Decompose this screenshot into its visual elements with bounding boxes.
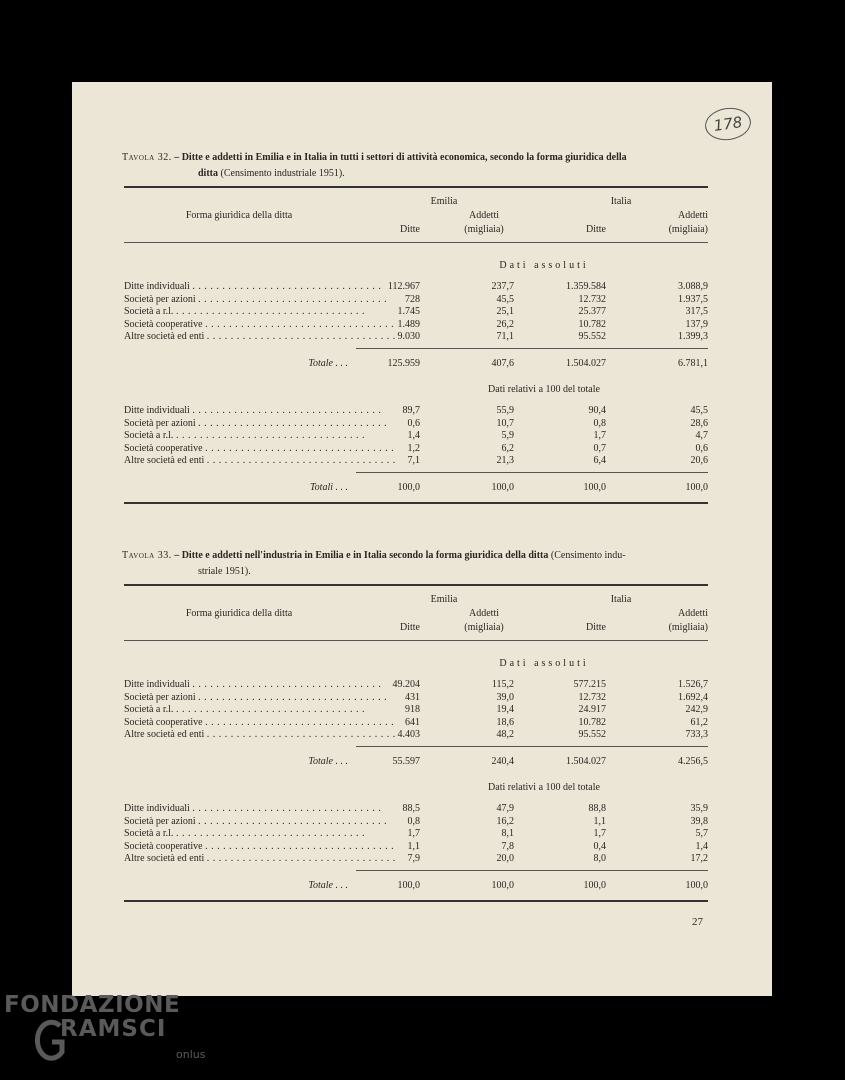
table-32-title-note: (Censimento industriale 1951). — [220, 168, 345, 179]
cell-value: 1.489 — [397, 318, 420, 330]
total-rel-value: 100,0 — [583, 880, 606, 891]
header-ditte-emilia: Ditte — [400, 224, 420, 235]
cell-value: 1.526,7 — [678, 679, 708, 690]
cell-value: 317,5 — [685, 306, 708, 318]
cell-value: 0,8 — [407, 815, 420, 827]
table-33-label: Tavola 33. — [122, 550, 172, 561]
cell-value: 1.692,4 — [678, 691, 708, 703]
cell-value: 88,8 — [588, 803, 606, 814]
table-33-title-note: (Censimento indu- — [550, 550, 626, 561]
cell-value: 577.215 — [573, 679, 606, 690]
cell-value: 48,2 — [496, 729, 514, 741]
row-label: Società per azioni — [124, 293, 196, 305]
row-label: Società cooperative — [124, 840, 203, 852]
cell-value: 0,7 — [593, 442, 606, 454]
table-row: Altre società ed enti ................................ — [124, 331, 399, 343]
cell-value: 0,4 — [593, 840, 606, 852]
cell-value: 19,4 — [496, 704, 514, 716]
cell-value: 90,4 — [588, 405, 606, 416]
header-ditte-italia: Ditte — [586, 224, 606, 235]
cell-value: 1.937,5 — [678, 293, 708, 305]
row-label: Altre società ed enti — [124, 455, 205, 467]
table-row: Società a r.l. ................................ — [124, 430, 368, 442]
rule-subtotal-rel — [356, 472, 708, 473]
table-row: Società cooperative ................................ — [124, 840, 398, 852]
cell-value: 17,2 — [690, 853, 708, 865]
cell-value: 89,7 — [402, 405, 420, 416]
table-33-caption: Tavola 33. – Ditte e addetti nell'industria in Emilia e in Italia secondo la forma giuridica della ditta (Censimento indu- striale 1951). — [122, 548, 712, 580]
cell-value: 7,1 — [407, 455, 420, 467]
header-row-label: Forma giuridica della ditta — [185, 210, 293, 221]
table-row: Altre società ed enti ................................ — [124, 853, 399, 865]
cell-value: 1,1 — [593, 815, 606, 827]
cell-value: 39,8 — [690, 815, 708, 827]
row-label: Altre società ed enti — [124, 729, 205, 741]
total-rel-value: 100,0 — [491, 482, 514, 493]
cell-value: 61,2 — [690, 716, 708, 728]
cell-value: 918 — [405, 704, 420, 716]
cell-value: 10,7 — [496, 417, 514, 429]
cell-value: 45,5 — [496, 293, 514, 305]
cell-value: 1,2 — [407, 442, 420, 454]
cell-value: 28,6 — [690, 417, 708, 429]
section-dati-assoluti: Dati assoluti — [499, 260, 589, 271]
logo-line1: FONDAZIONE — [4, 992, 181, 1018]
table-row: Ditte individuali ................................ — [124, 803, 385, 814]
total-value: 1.504.027 — [566, 358, 606, 369]
page-stamp: 178 — [703, 105, 753, 143]
page-number: 27 — [692, 916, 703, 928]
cell-value: 16,2 — [496, 815, 514, 827]
total-value: 240,4 — [491, 756, 514, 767]
table-row: Società cooperative ................................ — [124, 442, 398, 454]
cell-value: 7,8 — [501, 840, 514, 852]
total-value: 55.597 — [392, 756, 420, 767]
cell-value: 26,2 — [496, 318, 514, 330]
cell-value: 45,5 — [690, 405, 708, 416]
cell-value: 95.552 — [578, 729, 606, 741]
total-value: 1.504.027 — [566, 756, 606, 767]
cell-value: 88,5 — [402, 803, 420, 814]
section-dati-assoluti: Dati assoluti — [499, 658, 589, 669]
rule-header — [124, 640, 708, 641]
header-migliaia-emilia: (migliaia) — [464, 224, 504, 235]
row-label: Società cooperative — [124, 442, 203, 454]
cell-value: 1,1 — [407, 840, 420, 852]
total-label: Totale . . . — [308, 358, 348, 369]
cell-value: 237,7 — [491, 281, 514, 292]
header-emilia: Emilia — [430, 196, 458, 207]
logo-line3: onlus — [176, 1048, 206, 1061]
row-label: Società a r.l. — [124, 828, 174, 840]
cell-value: 10.782 — [578, 318, 606, 330]
header-addetti-emilia: Addetti — [469, 210, 499, 221]
table-row: Ditte individuali ................................ — [124, 679, 385, 690]
cell-value: 8,0 — [593, 853, 606, 865]
cell-value: 12.732 — [578, 293, 606, 305]
row-label: Società per azioni — [124, 417, 196, 429]
header-ditte-emilia: Ditte — [400, 622, 420, 633]
cell-value: 5,9 — [501, 430, 514, 442]
table-33-title: Ditte e addetti nell'industria in Emilia e in Italia secondo la forma giuridica della ditta — [181, 550, 549, 561]
cell-value: 1,7 — [593, 828, 606, 840]
total-value: 407,6 — [491, 358, 514, 369]
cell-value: 55,9 — [496, 405, 514, 416]
rule-bottom — [124, 502, 708, 504]
header-row-label: Forma giuridica della ditta — [185, 608, 293, 619]
cell-value: 20,0 — [496, 853, 514, 865]
header-emilia: Emilia — [430, 594, 458, 605]
cell-value: 95.552 — [578, 331, 606, 343]
section-dati-relativi: Dati relativi a 100 del totale — [488, 384, 600, 395]
total-rel-value: 100,0 — [685, 482, 708, 493]
total-rel-value: 100,0 — [685, 880, 708, 891]
cell-value: 641 — [405, 716, 420, 728]
cell-value: 47,9 — [496, 803, 514, 814]
cell-value: 49.204 — [392, 679, 420, 690]
total-rel-value: 100,0 — [397, 880, 420, 891]
cell-value: 728 — [405, 293, 420, 305]
cell-value: 12.732 — [578, 691, 606, 703]
total-rel-value: 100,0 — [397, 482, 420, 493]
cell-value: 6,4 — [593, 455, 606, 467]
header-addetti-italia: Addetti — [678, 608, 708, 619]
row-label: Società cooperative — [124, 318, 203, 330]
row-label: Società per azioni — [124, 815, 196, 827]
cell-value: 1,4 — [695, 840, 708, 852]
header-migliaia-emilia: (migliaia) — [464, 622, 504, 633]
row-label: Società a r.l. — [124, 704, 174, 716]
cell-value: 0,8 — [593, 417, 606, 429]
table-row: Società a r.l. ................................ — [124, 306, 368, 318]
cell-value: 25,1 — [496, 306, 514, 318]
cell-value: 25.377 — [578, 306, 606, 318]
row-label: Società cooperative — [124, 716, 203, 728]
cell-value: 10.782 — [578, 716, 606, 728]
row-label: Ditte individuali — [124, 405, 190, 416]
table-row: Altre società ed enti ................................ — [124, 455, 399, 467]
row-label: Altre società ed enti — [124, 853, 205, 865]
cell-value: 242,9 — [685, 704, 708, 716]
rule-subtotal — [356, 348, 708, 349]
total-rel-label: Totali . . . — [310, 482, 348, 493]
header-addetti-emilia: Addetti — [469, 608, 499, 619]
cell-value: 18,6 — [496, 716, 514, 728]
rule-header — [124, 242, 708, 243]
header-addetti-italia: Addetti — [678, 210, 708, 221]
table-32-title: Ditte e addetti in Emilia e in Italia in tutti i settori di attività economica, secondo la forma giuridica della — [181, 152, 627, 163]
cell-value: 1.399,3 — [678, 331, 708, 343]
total-value: 125.959 — [387, 358, 420, 369]
cell-value: 20,6 — [690, 455, 708, 467]
table-row: Ditte individuali ................................ — [124, 281, 385, 292]
total-rel-value: 100,0 — [583, 482, 606, 493]
cell-value: 733,3 — [685, 729, 708, 741]
row-label: Ditte individuali — [124, 281, 190, 292]
rule-top — [124, 584, 708, 586]
cell-value: 0,6 — [695, 442, 708, 454]
table-row: Altre società ed enti ................................ — [124, 729, 399, 741]
cell-value: 1,4 — [407, 430, 420, 442]
fondazione-gramsci-logo — [4, 990, 214, 1075]
cell-value: 1.359.584 — [566, 281, 606, 292]
total-value: 6.781,1 — [678, 358, 708, 369]
total-rel-label: Totale . . . — [308, 880, 348, 891]
cell-value: 0,6 — [407, 417, 420, 429]
cell-value: 431 — [405, 691, 420, 703]
rule-subtotal — [356, 746, 708, 747]
document-page — [72, 82, 772, 996]
table-row: Società per azioni ................................ — [124, 691, 391, 703]
cell-value: 1,7 — [407, 828, 420, 840]
cell-value: 39,0 — [496, 691, 514, 703]
cell-value: 112.967 — [387, 281, 420, 292]
cell-value: 8,1 — [501, 828, 514, 840]
table-row: Ditte individuali ................................ — [124, 405, 385, 416]
cell-value: 71,1 — [496, 331, 514, 343]
table-32-caption: Tavola 32. – Ditte e addetti in Emilia e in Italia in tutti i settori di attività economica, secondo la forma giuridica della ditta (Censimento industriale 1951). — [122, 152, 627, 179]
header-migliaia-italia: (migliaia) — [668, 622, 708, 633]
cell-value: 1.745 — [397, 306, 420, 318]
row-label: Ditte individuali — [124, 679, 190, 690]
table-row: Società cooperative ................................ — [124, 716, 398, 728]
row-label: Società a r.l. — [124, 430, 174, 442]
cell-value: 4,7 — [695, 430, 708, 442]
row-label: Ditte individuali — [124, 803, 190, 814]
section-dati-relativi: Dati relativi a 100 del totale — [488, 782, 600, 793]
row-label: Società per azioni — [124, 691, 196, 703]
logo-line2: RAMSCI — [60, 1016, 167, 1042]
cell-value: 21,3 — [496, 455, 514, 467]
rule-bottom — [124, 900, 708, 902]
cell-value: 1,7 — [593, 430, 606, 442]
row-label: Altre società ed enti — [124, 331, 205, 343]
cell-value: 9.030 — [397, 331, 420, 343]
table-row: Società per azioni ................................ — [124, 815, 391, 827]
rule-top — [124, 186, 708, 188]
total-label: Totale . . . — [308, 756, 348, 767]
table-33-title-note2: striale 1951). — [198, 566, 251, 577]
table-row: Società per azioni ................................ — [124, 293, 391, 305]
total-rel-value: 100,0 — [491, 880, 514, 891]
cell-value: 24.917 — [578, 704, 606, 716]
header-italia: Italia — [610, 594, 632, 605]
total-value: 4.256,5 — [678, 756, 708, 767]
rule-subtotal-rel — [356, 870, 708, 871]
table-row: Società per azioni ................................ — [124, 417, 391, 429]
cell-value: 137,9 — [685, 318, 708, 330]
table-row: Società cooperative ................................ — [124, 318, 398, 330]
table-32-title2: ditta — [198, 168, 218, 179]
header-ditte-italia: Ditte — [586, 622, 606, 633]
table-row: Società a r.l. ................................ — [124, 828, 368, 840]
cell-value: 6,2 — [501, 442, 514, 454]
row-label: Società a r.l. — [124, 306, 174, 318]
cell-value: 7,9 — [407, 853, 420, 865]
header-italia: Italia — [610, 196, 632, 207]
cell-value: 5,7 — [695, 828, 708, 840]
table-row: Società a r.l. ................................ — [124, 704, 368, 716]
table-32-label: Tavola 32. — [122, 152, 172, 163]
cell-value: 4.403 — [397, 729, 420, 741]
cell-value: 3.088,9 — [678, 281, 708, 292]
cell-value: 115,2 — [491, 679, 514, 690]
header-migliaia-italia: (migliaia) — [668, 224, 708, 235]
cell-value: 35,9 — [690, 803, 708, 814]
